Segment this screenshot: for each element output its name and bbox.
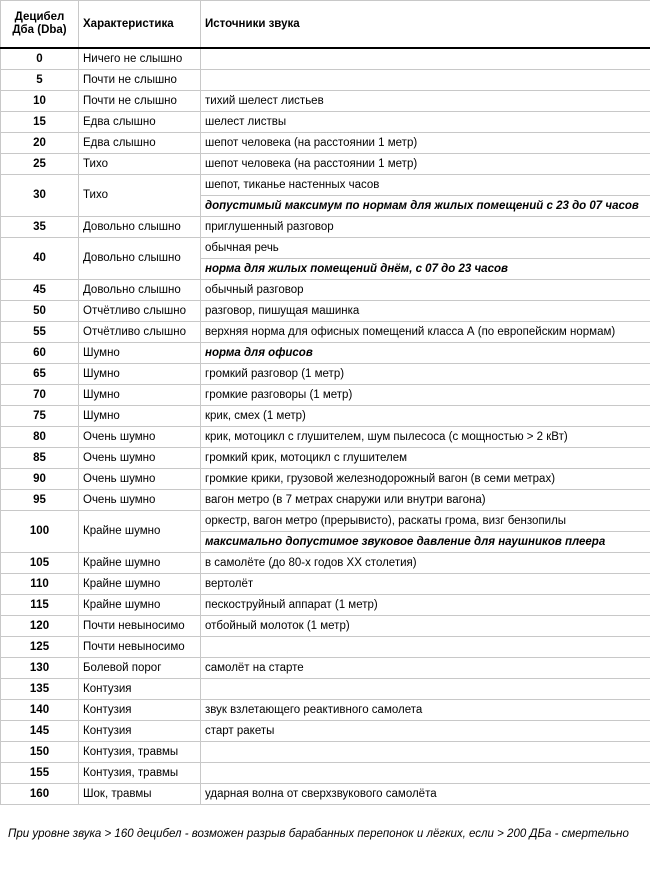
characteristic-cell: Отчётливо слышно	[79, 301, 201, 322]
decibel-cell: 100	[1, 511, 79, 553]
table-row	[1, 637, 650, 658]
characteristic-cell: Едва слышно	[79, 133, 201, 154]
characteristic-cell: Тихо	[79, 175, 201, 217]
decibel-cell: 15	[1, 112, 79, 133]
characteristic-cell: Почти не слышно	[79, 70, 201, 91]
characteristic-cell: Шок, травмы	[79, 784, 201, 805]
sound-source-cell: громкие разговоры (1 метр)	[201, 385, 650, 406]
table-row	[1, 616, 650, 637]
table-row	[1, 48, 650, 70]
decibel-cell: 75	[1, 406, 79, 427]
sound-source-cell: разговор, пишущая машинка	[201, 301, 650, 322]
sound-source-cell: старт ракеты	[201, 721, 650, 742]
decibel-cell: 110	[1, 574, 79, 595]
table-row	[1, 448, 650, 469]
decibel-cell: 95	[1, 490, 79, 511]
sound-source-cell: шелест листвы	[201, 112, 650, 133]
decibel-cell: 35	[1, 217, 79, 238]
table-row	[1, 364, 650, 385]
table-row	[1, 574, 650, 595]
sound-source-cell	[201, 48, 650, 70]
decibel-cell: 135	[1, 679, 79, 700]
decibel-cell: 10	[1, 91, 79, 112]
sound-source-cell: обычная речь	[201, 238, 650, 259]
sound-source-cell: приглушенный разговор	[201, 217, 650, 238]
sound-source-cell	[201, 70, 650, 91]
sound-source-cell: в самолёте (до 80-х годов XX столетия)	[201, 553, 650, 574]
footnote: При уровне звука > 160 децибел - возможен разрыв барабанных перепонок и лёгких, если > 200 ДБа - смертельно	[8, 828, 629, 840]
table-row	[1, 238, 650, 259]
decibel-cell: 145	[1, 721, 79, 742]
characteristic-cell: Контузия, травмы	[79, 742, 201, 763]
characteristic-cell: Почти не слышно	[79, 91, 201, 112]
norm-note-cell: допустимый максимум по нормам для жилых помещений с 23 до 07 часов	[201, 196, 650, 217]
characteristic-cell: Шумно	[79, 406, 201, 427]
decibel-cell: 85	[1, 448, 79, 469]
decibel-cell: 130	[1, 658, 79, 679]
table-row	[1, 742, 650, 763]
table-row	[1, 427, 650, 448]
characteristic-cell: Ничего не слышно	[79, 48, 201, 70]
decibel-cell: 160	[1, 784, 79, 805]
characteristic-cell: Крайне шумно	[79, 595, 201, 616]
header-sound-sources: Источники звука	[201, 1, 650, 49]
sound-source-cell: звук взлетающего реактивного самолета	[201, 700, 650, 721]
characteristic-cell: Едва слышно	[79, 112, 201, 133]
characteristic-cell: Очень шумно	[79, 469, 201, 490]
sound-source-cell: шепот человека (на расстоянии 1 метр)	[201, 154, 650, 175]
characteristic-cell: Довольно слышно	[79, 238, 201, 280]
table-header-row	[1, 1, 650, 49]
sound-source-cell: вертолёт	[201, 574, 650, 595]
sound-source-cell: оркестр, вагон метро (прерывисто), раскаты грома, визг бензопилы	[201, 511, 650, 532]
characteristic-cell: Очень шумно	[79, 490, 201, 511]
table-row	[1, 385, 650, 406]
characteristic-cell: Крайне шумно	[79, 511, 201, 553]
characteristic-cell: Шумно	[79, 385, 201, 406]
sound-source-cell: ударная волна от сверхзвукового самолёта	[201, 784, 650, 805]
sound-source-cell	[201, 679, 650, 700]
table-row	[1, 658, 650, 679]
decibel-cell: 50	[1, 301, 79, 322]
decibel-cell: 155	[1, 763, 79, 784]
decibel-cell: 60	[1, 343, 79, 364]
sound-source-cell: верхняя норма для офисных помещений класса А (по европейским нормам)	[201, 322, 650, 343]
sound-source-cell	[201, 742, 650, 763]
characteristic-cell: Очень шумно	[79, 448, 201, 469]
sound-source-cell: крик, мотоцикл с глушителем, шум пылесоса (с мощностью > 2 кВт)	[201, 427, 650, 448]
header-decibel: Децибел Дба (Dba)	[1, 1, 79, 49]
decibel-cell: 140	[1, 700, 79, 721]
table-row	[1, 343, 650, 364]
sound-source-cell: норма для офисов	[201, 343, 650, 364]
sound-source-cell: громкий крик, мотоцикл с глушителем	[201, 448, 650, 469]
table-row	[1, 595, 650, 616]
sound-source-cell: самолёт на старте	[201, 658, 650, 679]
sound-source-cell: пескоструйный аппарат (1 метр)	[201, 595, 650, 616]
characteristic-cell: Контузия	[79, 721, 201, 742]
table-row	[1, 322, 650, 343]
decibel-cell: 20	[1, 133, 79, 154]
sound-source-cell: громкий разговор (1 метр)	[201, 364, 650, 385]
decibel-cell: 0	[1, 48, 79, 70]
header-characteristic: Характеристика	[79, 1, 201, 49]
table-row	[1, 154, 650, 175]
table-row	[1, 721, 650, 742]
sound-source-cell: шепот человека (на расстоянии 1 метр)	[201, 133, 650, 154]
table-row	[1, 406, 650, 427]
decibel-cell: 45	[1, 280, 79, 301]
table-row	[1, 700, 650, 721]
characteristic-cell: Болевой порог	[79, 658, 201, 679]
characteristic-cell: Почти невыносимо	[79, 616, 201, 637]
characteristic-cell: Шумно	[79, 343, 201, 364]
decibel-cell: 125	[1, 637, 79, 658]
sound-source-cell: громкие крики, грузовой железнодорожный вагон (в семи метрах)	[201, 469, 650, 490]
decibel-cell: 55	[1, 322, 79, 343]
table-body	[1, 48, 650, 805]
decibel-cell: 30	[1, 175, 79, 217]
decibel-cell: 120	[1, 616, 79, 637]
table-row	[1, 280, 650, 301]
sound-source-cell	[201, 763, 650, 784]
characteristic-cell: Довольно слышно	[79, 280, 201, 301]
decibel-cell: 65	[1, 364, 79, 385]
characteristic-cell: Контузия	[79, 679, 201, 700]
characteristic-cell: Довольно слышно	[79, 217, 201, 238]
characteristic-cell: Почти невыносимо	[79, 637, 201, 658]
table-row	[1, 91, 650, 112]
characteristic-cell: Очень шумно	[79, 427, 201, 448]
sound-source-cell: обычный разговор	[201, 280, 650, 301]
characteristic-cell: Шумно	[79, 364, 201, 385]
sound-source-cell	[201, 637, 650, 658]
decibel-cell: 90	[1, 469, 79, 490]
decibel-cell: 150	[1, 742, 79, 763]
decibel-cell: 105	[1, 553, 79, 574]
characteristic-cell: Крайне шумно	[79, 574, 201, 595]
decibel-cell: 80	[1, 427, 79, 448]
characteristic-cell: Крайне шумно	[79, 553, 201, 574]
table-row	[1, 784, 650, 805]
norm-note-cell: максимально допустимое звуковое давление для наушников плеера	[201, 532, 650, 553]
decibel-cell: 40	[1, 238, 79, 280]
decibel-cell: 25	[1, 154, 79, 175]
decibel-cell: 70	[1, 385, 79, 406]
table-row	[1, 133, 650, 154]
sound-source-cell: отбойный молоток (1 метр)	[201, 616, 650, 637]
table-row	[1, 511, 650, 532]
sound-source-cell: вагон метро (в 7 метрах снаружи или внутри вагона)	[201, 490, 650, 511]
sound-source-cell: крик, смех (1 метр)	[201, 406, 650, 427]
table-row	[1, 175, 650, 196]
characteristic-cell: Контузия	[79, 700, 201, 721]
table-row	[1, 553, 650, 574]
decibel-cell: 5	[1, 70, 79, 91]
table-row	[1, 217, 650, 238]
sound-source-cell: шепот, тиканье настенных часов	[201, 175, 650, 196]
decibel-cell: 115	[1, 595, 79, 616]
table-row	[1, 112, 650, 133]
table-row	[1, 301, 650, 322]
sound-source-cell: тихий шелест листьев	[201, 91, 650, 112]
table-row	[1, 490, 650, 511]
table-row	[1, 70, 650, 91]
table-row	[1, 763, 650, 784]
characteristic-cell: Контузия, травмы	[79, 763, 201, 784]
table-row	[1, 679, 650, 700]
characteristic-cell: Тихо	[79, 154, 201, 175]
table-row	[1, 469, 650, 490]
characteristic-cell: Отчётливо слышно	[79, 322, 201, 343]
norm-note-cell: норма для жилых помещений днём, с 07 до 23 часов	[201, 259, 650, 280]
